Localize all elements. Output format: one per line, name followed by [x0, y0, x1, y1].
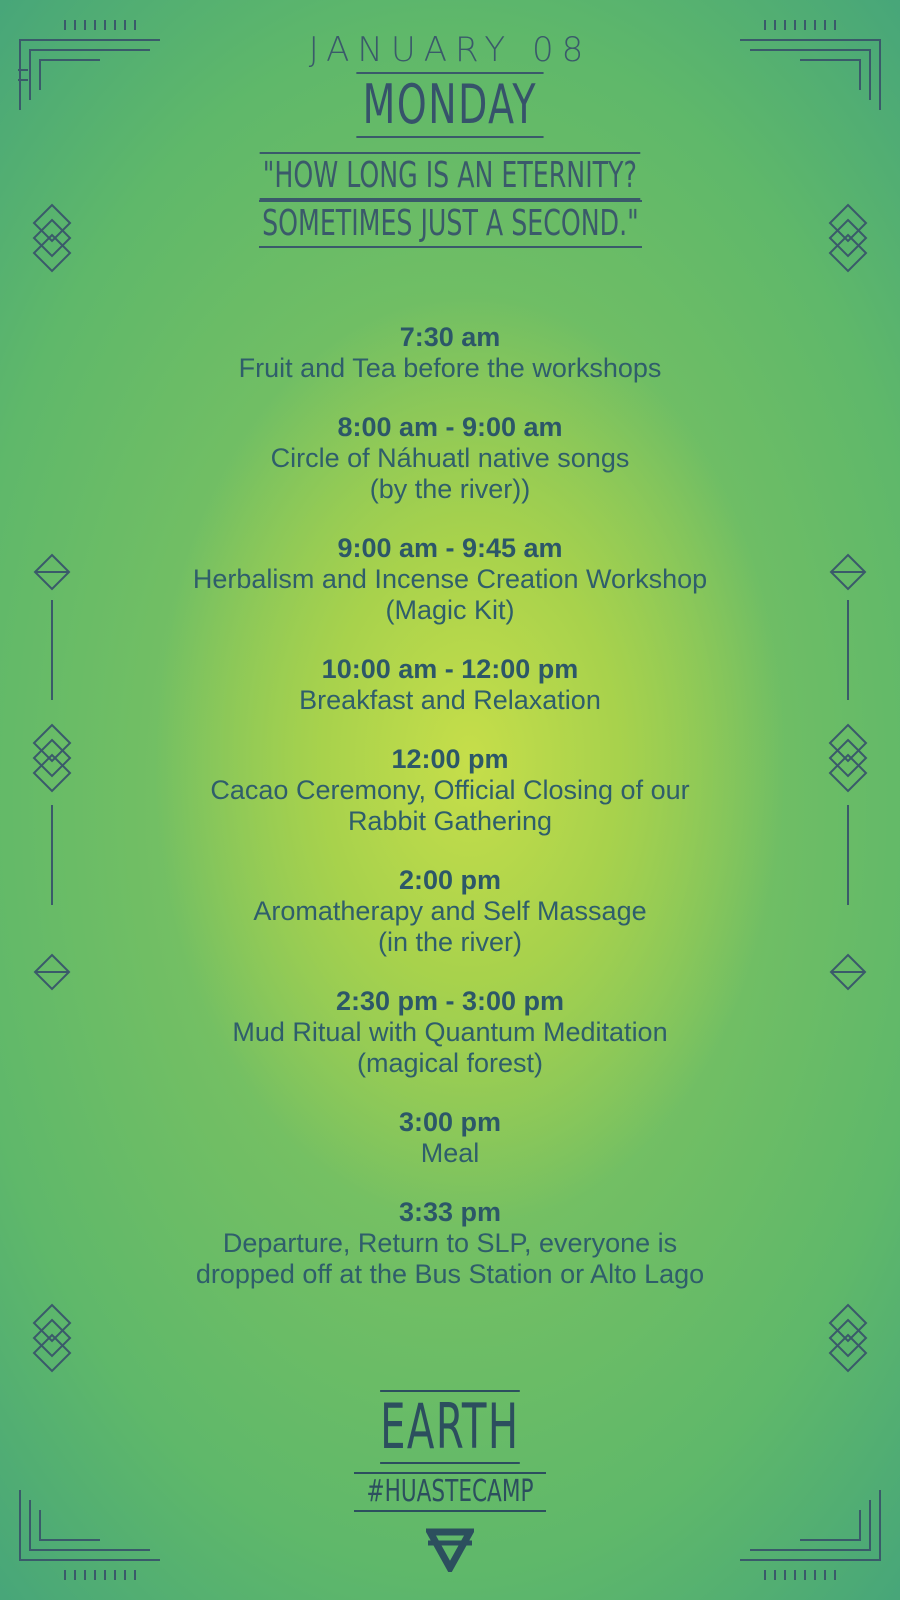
schedule-item: [0, 744, 900, 837]
schedule-description: Mud Ritual with Quantum Meditation (magical forest): [232, 1017, 668, 1078]
header: [0, 30, 900, 248]
schedule-time: 2:30 pm - 3:00 pm: [335, 986, 565, 1016]
quote-line-2: SOMETIMES JUST A SECOND.": [259, 200, 642, 248]
element-title: EARTH: [380, 1390, 520, 1463]
schedule-description: Departure, Return to SLP, everyone is dropped off at the Bus Station or Alto Lago: [195, 1228, 705, 1289]
schedule-item: [0, 865, 900, 958]
schedule-item: [0, 1107, 900, 1169]
schedule-description: Herbalism and Incense Creation Workshop (Magic Kit): [192, 564, 708, 625]
schedule-item: [0, 412, 900, 505]
schedule-item: [0, 533, 900, 626]
schedule-description: Aromatherapy and Self Massage (in the river): [253, 896, 647, 957]
earth-element-icon: [426, 1528, 474, 1572]
schedule-description: Breakfast and Relaxation: [299, 685, 601, 715]
schedule-list: [0, 322, 900, 1318]
hashtag: #HUASTECAMP: [354, 1472, 546, 1512]
schedule-item: [0, 654, 900, 716]
schedule-time: 7:30 am: [399, 322, 501, 352]
schedule-description: Fruit and Tea before the workshops: [238, 353, 662, 383]
schedule-description: Circle of Náhuatl native songs (by the river)): [270, 443, 630, 504]
quote: [0, 152, 900, 248]
event-day: MONDAY: [357, 72, 544, 138]
schedule-item: [0, 1197, 900, 1290]
schedule-time: 2:00 pm: [398, 865, 502, 895]
schedule-time: 8:00 am - 9:00 am: [337, 412, 563, 442]
event-date: JANUARY 08: [308, 30, 592, 70]
schedule-item: [0, 322, 900, 384]
quote-line-1: "HOW LONG IS AN ETERNITY?: [260, 152, 640, 200]
footer: [0, 1390, 900, 1512]
schedule-time: 10:00 am - 12:00 pm: [321, 654, 579, 684]
schedule-time: 12:00 pm: [391, 744, 509, 774]
schedule-time: 9:00 am - 9:45 am: [337, 533, 563, 563]
schedule-time: 3:33 pm: [398, 1197, 502, 1227]
schedule-description: Cacao Ceremony, Official Closing of our Rabbit Gathering: [210, 775, 690, 836]
schedule-item: [0, 986, 900, 1079]
schedule-description: Meal: [420, 1138, 480, 1168]
schedule-time: 3:00 pm: [398, 1107, 502, 1137]
